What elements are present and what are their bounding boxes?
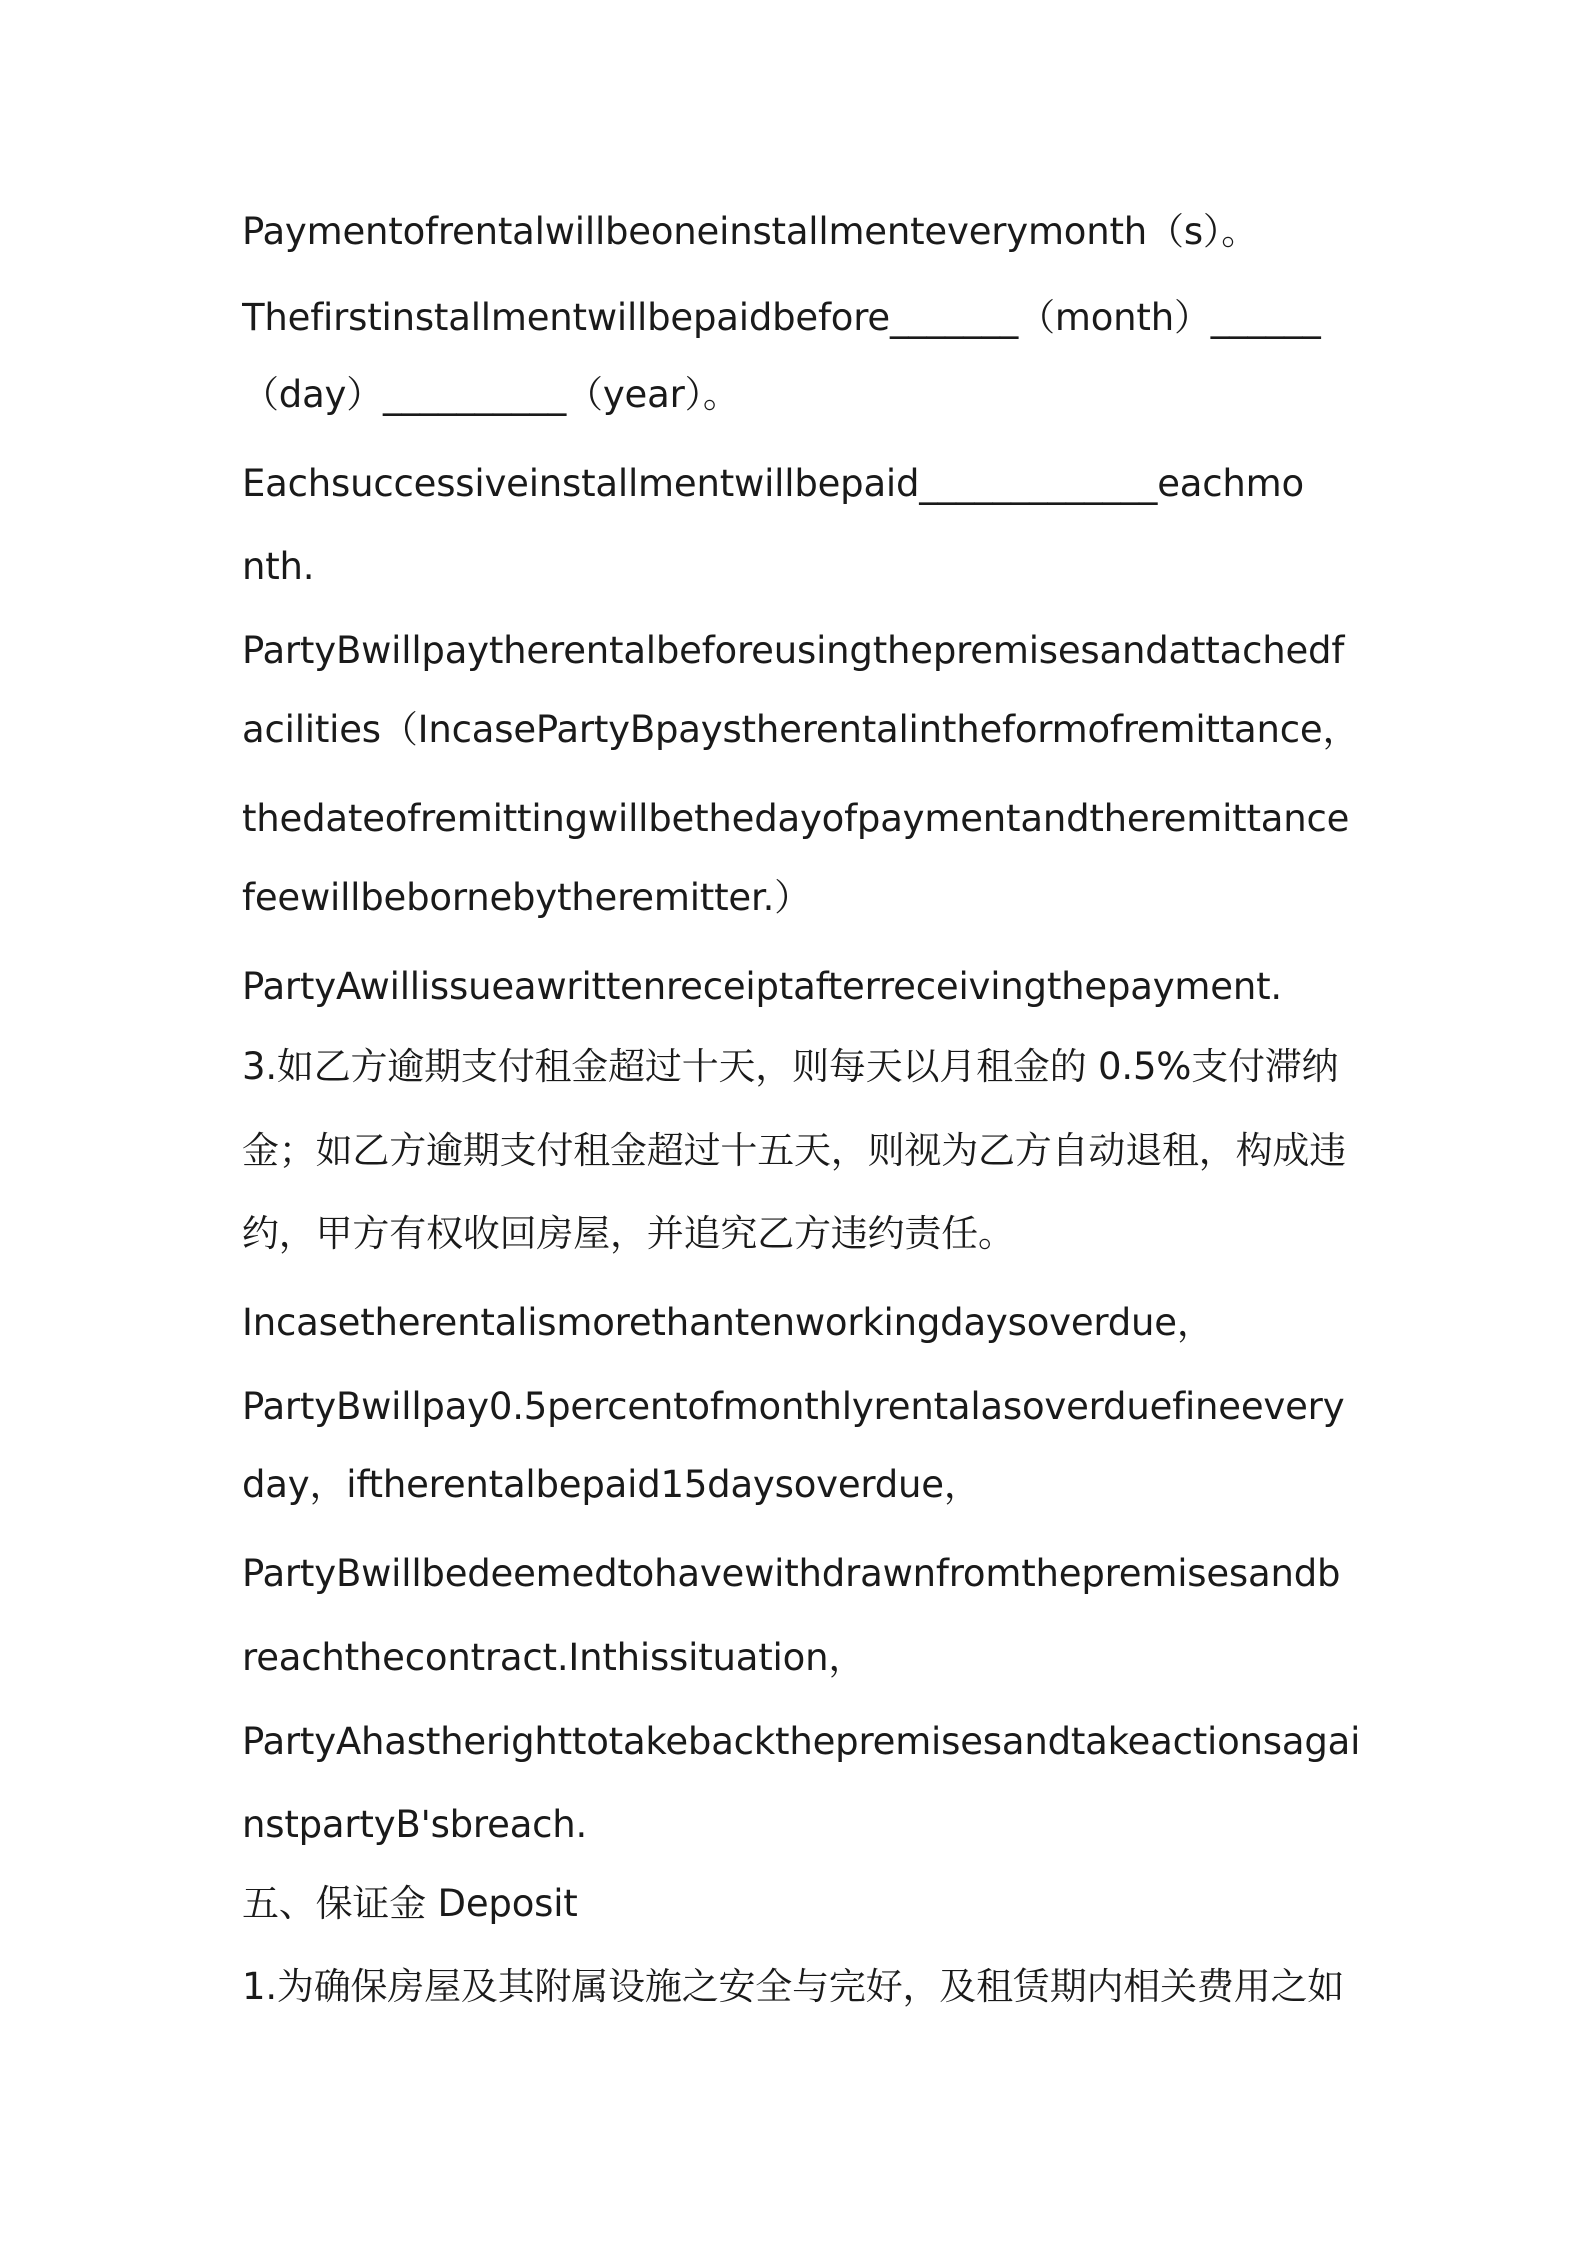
text-line-2: Thefirstinstallmentwillbepaidbefore_______（month）______: [242, 296, 1321, 339]
text-line-13: 约，甲方有权收回房屋，并追究乙方违约责任。: [242, 1212, 1015, 1255]
text-line-14: Incasetherentalismorethantenworkingdaysoverdue，: [242, 1301, 1214, 1344]
text-line-17: PartyBwillbedeemedtohavewithdrawnfromthepremisesandb: [242, 1552, 1341, 1595]
text-line-7: acilities（IncasePartyBpaystherentalintheformofremittance，: [242, 708, 1360, 751]
text-line-4: Eachsuccessiveinstallmentwillbepaid_____________eachmo: [242, 462, 1304, 505]
text-line-19: PartyAhastherighttotakebackthepremisesandtakeactionsagai: [242, 1720, 1361, 1763]
text-line-11: 3.如乙方逾期支付租金超过十天，则每天以月租金的 0.5%支付滞纳: [242, 1045, 1339, 1088]
text-line-1: Paymentofrentalwillbeoneinstallmenteverymonth（s）。: [242, 210, 1259, 253]
text-line-3: （day）__________（year）。: [242, 373, 740, 416]
text-line-18: reachthecontract.Inthissituation，: [242, 1636, 866, 1679]
text-line-9: feewillbebornebytheremitter.）: [242, 876, 811, 919]
text-line-16: day，iftherentalbepaid15daysoverdue，: [242, 1463, 981, 1506]
section-heading-deposit: 五、保证金 Deposit: [242, 1882, 578, 1925]
text-line-6: PartyBwillpaytherentalbeforeusingthepremisesandattachedf: [242, 629, 1345, 672]
text-line-22: 1.为确保房屋及其附属设施之安全与完好，及租赁期内相关费用之如: [242, 1965, 1345, 2008]
text-line-8: thedateofremittingwillbethedayofpaymentandtheremittance: [242, 797, 1350, 840]
text-line-5: nth.: [242, 545, 315, 588]
text-line-12: 金；如乙方逾期支付租金超过十五天，则视为乙方自动退租，构成违: [242, 1129, 1346, 1172]
text-line-20: nstpartyB'sbreach.: [242, 1803, 588, 1846]
text-line-15: PartyBwillpay0.5percentofmonthlyrentalasoverduefineevery: [242, 1385, 1345, 1428]
text-line-10: PartyAwillissueawrittenreceiptafterreceivingthepayment.: [242, 965, 1282, 1008]
